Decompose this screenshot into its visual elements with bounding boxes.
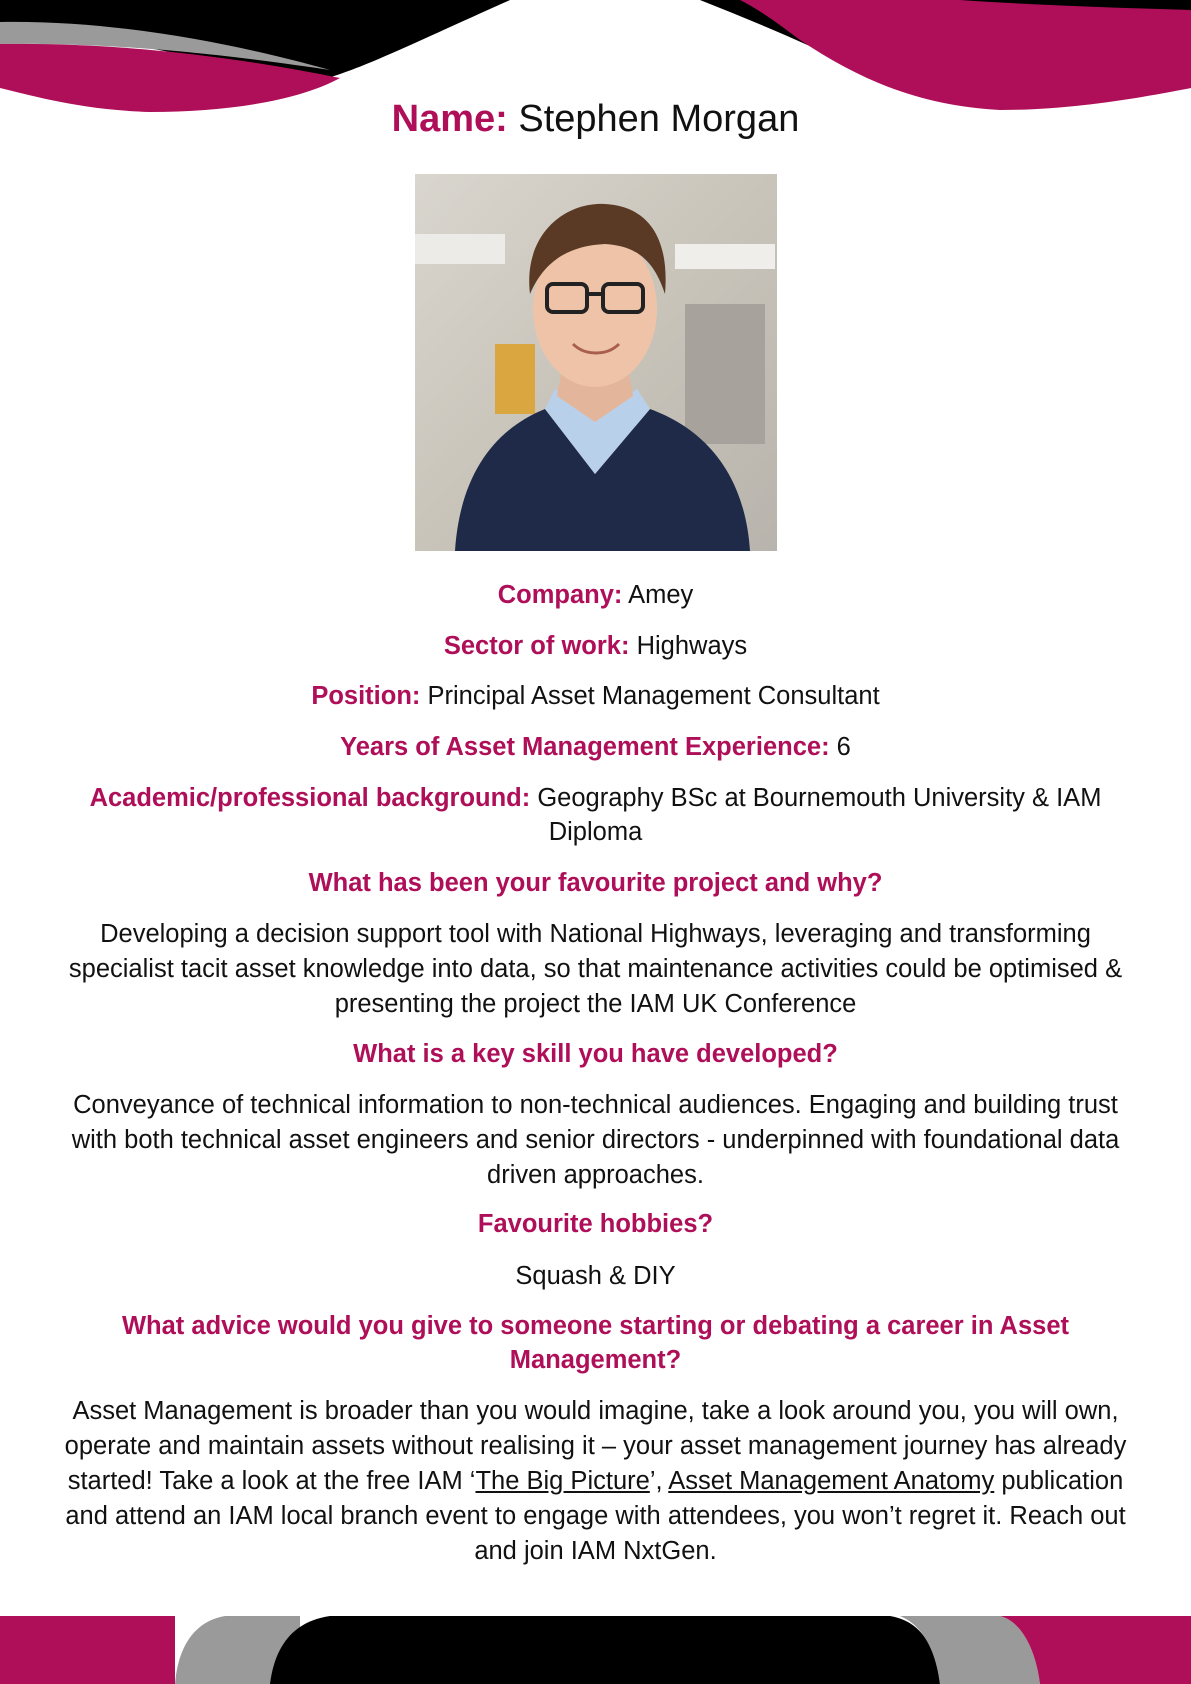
answer-favourite-project: Developing a decision support tool with National Highways, leveraging and transforming specialist tacit asset knowledge into data, so that maintenance activities could be optimised & presenting the project the IAM UK Conference: [68, 920, 1123, 1018]
person-name: Stephen Morgan: [518, 98, 800, 140]
question-key-skill: What is a key skill you have developed?: [353, 1040, 838, 1068]
company-label: Company:: [497, 581, 623, 609]
bottom-pink-left: [0, 1616, 175, 1684]
experience-label: Years of Asset Management Experience:: [340, 733, 830, 761]
orange-panel: [495, 344, 535, 414]
grey-cabinet: [685, 304, 765, 444]
background-label: Academic/professional background:: [89, 784, 531, 812]
sector-label: Sector of work:: [443, 632, 630, 660]
answer-hobbies: Squash & DIY: [515, 1262, 676, 1290]
sector-value: Highways: [636, 632, 748, 660]
advice-text-2: ’,: [649, 1467, 669, 1495]
position-row: [60, 679, 1131, 713]
bottom-decoration: [0, 1616, 1191, 1684]
question-hobbies: Favourite hobbies?: [477, 1210, 714, 1238]
question-favourite-project: What has been your favourite project and why?: [308, 869, 883, 897]
experience-value: 6: [836, 733, 851, 761]
company-value: Amey: [628, 581, 694, 609]
advice-text-3: publication and attend an IAM local branch event to engage with attendees, you won’t regret it. Reach out and join IAM NxtGen.: [65, 1467, 1126, 1565]
answer-key-skill: Conveyance of technical information to non-technical audiences. Engaging and building trust with both technical asset engineers and senior directors - underpinned with foundational data driven approaches.: [71, 1091, 1120, 1189]
background-row: [60, 781, 1131, 849]
sector-row: [60, 629, 1131, 663]
top-right-pink-swoop: [740, 0, 1191, 110]
name-heading: [60, 96, 1131, 142]
window-light: [415, 234, 505, 264]
position-value: Principal Asset Management Consultant: [427, 682, 880, 710]
link-asset-management-anatomy[interactable]: Asset Management Anatomy: [668, 1467, 995, 1495]
portrait-photo: [415, 174, 777, 551]
window-light-2: [675, 244, 775, 269]
answer-advice: [60, 1394, 1131, 1569]
experience-row: [60, 730, 1131, 764]
question-advice: What advice would you give to someone starting or debating a career in Asset Management?: [121, 1312, 1069, 1374]
link-big-picture[interactable]: The Big Picture: [475, 1467, 650, 1495]
company-row: [60, 578, 1131, 612]
position-label: Position:: [311, 682, 421, 710]
name-label: Name:: [391, 98, 508, 140]
background-value: Geography BSc at Bournemouth University & IAM Diploma: [537, 784, 1102, 846]
advice-text-1: Asset Management is broader than you would imagine, take a look around you, you will own, operate and maintain assets without realising it – your asset management journey has already started! Take a look at the free IAM ‘: [64, 1397, 1127, 1495]
bottom-black-band: [270, 1616, 940, 1684]
